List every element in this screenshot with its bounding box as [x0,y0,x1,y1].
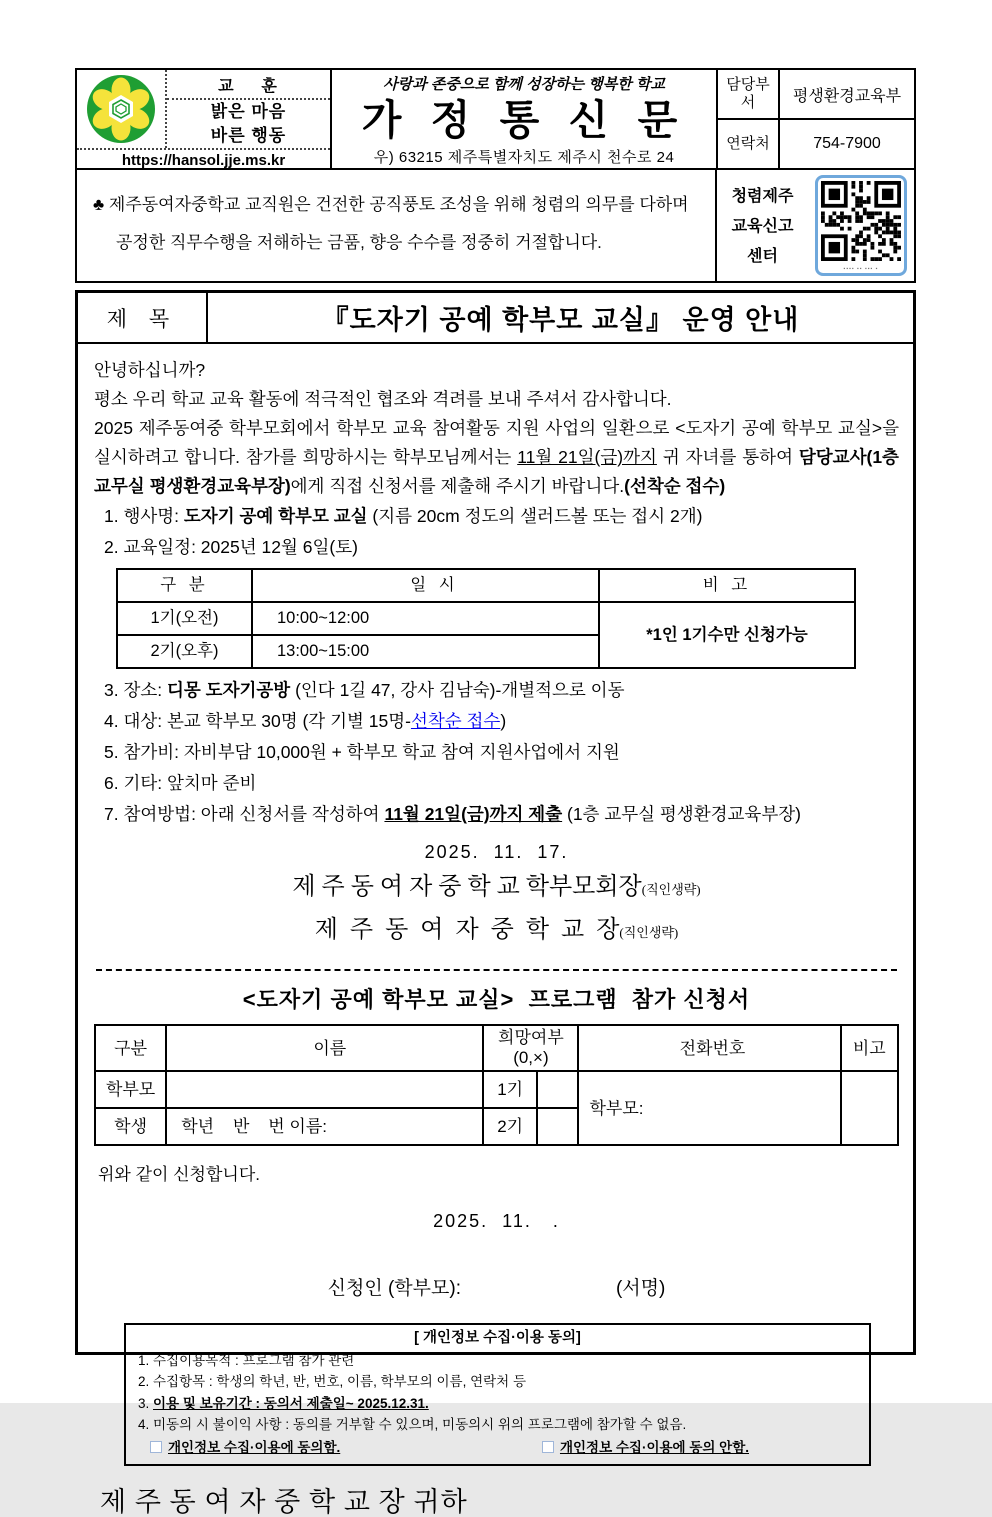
motto-label: 교 훈 [167,70,330,100]
application-form-title: <도자기 공예 학부모 교실> 프로그램 참가 신청서 [242,987,751,1012]
integrity-line-1: ♣ 제주동여자중학교 교직원은 건전한 공직풍토 조성을 위해 청렴의 의무를 다하며 [93,195,689,214]
form-period-2-field[interactable] [537,1108,579,1145]
consent-choices [138,1437,857,1459]
school-motto [165,70,330,148]
integrity-line-2: 공정한 직무수행을 저해하는 금품, 향응 수수를 정중히 거절합니다. [116,233,602,252]
schedule-note-cell: *1인 1기수만 신청가능 [599,602,855,668]
cutting-line [96,969,897,971]
schedule-row-1 [117,602,855,635]
disagree-label: 개인정보 수집·이용에 동의 안함. [559,1439,749,1455]
item-6: 6. 기타: 앞치마 준비 [104,773,257,793]
qr-code [815,175,907,276]
issue-date: 2025. 11. 17. [424,842,569,862]
dept-row [718,70,914,120]
privacy-item-2: 2. 수집항목 : 학생의 학년, 반, 번호, 이름, 학부모의 이름, 연락처 등 [138,1374,527,1389]
school-url: https://hansol.jje.ms.kr [77,148,330,172]
clover-icon: ♣ [93,195,105,214]
agree-checkbox[interactable] [150,1441,162,1453]
applicant-label: 신청인 (학부모): [327,1278,461,1299]
consent-agree-option [150,1437,340,1459]
motto-line-2: 바른 행동 [210,126,287,145]
form-period-2: 2기 [483,1108,537,1145]
subject-label: 제 목 [78,293,208,342]
document [75,68,916,1517]
apply-statement: 위와 같이 신청합니다. [98,1165,260,1184]
newsletter-title: 가 정 통 신 문 [361,97,687,143]
applicant-row [94,1274,899,1303]
privacy-consent-box [124,1323,871,1466]
schedule-cell: 2기(오후) [117,635,252,668]
school-address: 우) 63215 제주특별자치도 제주시 천수로 24 [373,149,675,166]
body-area [78,344,913,1517]
greeting-2: 평소 우리 학교 교육 활동에 적극적인 협조와 격려를 보내 주셔서 감사합니다. [94,389,672,409]
agree-label: 개인정보 수집·이용에 동의함. [168,1439,341,1455]
item-4: 4. 대상: 본교 학부모 30명 (각 기별 15명-선착순 접수) [104,711,507,731]
item-7: 7. 참여방법: 아래 신청서를 작성하여 11월 21일(금)까지 제출 (1층 교무실 평생환경교육부장) [104,804,801,824]
form-parent-label: 학부모 [95,1071,166,1108]
form-col-phone: 전화번호 [578,1025,840,1071]
item-1: 1. 행사명: 도자기 공예 학부모 교실 (지름 20cm 정도의 샐러드볼 또는 접시 2개) [104,506,703,526]
schedule-cell: 13:00~15:00 [252,635,599,668]
item-2: 2. 교육일정: 2025년 12월 6일(토) [104,537,358,557]
privacy-item-4: 4. 미동의 시 불이익 사항 : 동의를 거부할 수 있으며, 미동의시 위의 프로그램에 참가할 수 없음. [138,1417,687,1432]
signature-principal: 제 주 동 여 자 중 학 교 장(직인생략) [314,917,679,943]
intro-paragraph: 2025 제주동여중 학부모회에서 학부모 교육 참여활동 지원 사업의 일환으로 <도자기 공예 학부모 교실>을 실시하려고 합니다. 참가를 희망하시는 학부모님께서는 11월 21일(금)까지 귀 자녀를 통하여 담당교사(1층 교무실 평생환경교육부장)에게 직접 신청서를 제출해 주시기 바랍니다.(선착순 접수) [94,418,899,496]
schedule-table [116,568,856,669]
school-slogan: 사랑과 존중으로 함께 성장하는 행복한 학교 [383,76,665,93]
dept-label: 담당부서 [718,70,780,118]
application-form-table [94,1024,899,1146]
form-parent-name-field[interactable] [166,1071,483,1108]
form-note-field[interactable] [841,1071,898,1145]
schedule-cell: 10:00~12:00 [252,602,599,635]
header [75,68,916,170]
schedule-col-note: 비 고 [599,569,855,602]
form-col-gubun: 구분 [95,1025,166,1071]
privacy-item-3: 3. 이용 및 보유기간 : 동의서 제출일~ 2025.12.31. [138,1395,429,1411]
privacy-title: [ 개인정보 수집·이용 동의] [414,1330,581,1346]
contact-value: 754-7900 [813,135,881,152]
form-col-name: 이름 [166,1025,483,1071]
motto-line-1: 밝은 마음 [210,102,287,121]
report-center-line1: 청렴제주 [731,188,794,205]
integrity-text [77,170,715,281]
addressee-line: 제 주 동 여 자 중 학 교 장 귀하 [100,1487,468,1517]
sign-label: (서명) [615,1278,666,1299]
item-list [104,501,899,830]
dept-value: 평생환경교육부 [792,87,902,105]
schedule-header-row [117,569,855,602]
header-center [332,70,716,168]
form-period-1-field[interactable] [537,1071,579,1108]
header-left [77,70,332,168]
consent-disagree-option [542,1437,749,1459]
schedule-col-time: 일 시 [252,569,599,602]
subject-title: 『도자기 공예 학부모 교실』 운영 안내 [321,305,800,335]
form-col-wish: 희망여부 (0,×) [483,1025,578,1071]
disagree-checkbox[interactable] [542,1441,554,1453]
privacy-item-1: 1. 수집이용목적 : 프로그램 참가 관련 [138,1352,355,1368]
greeting-1: 안녕하십니까? [94,360,206,380]
form-col-note: 비고 [841,1025,898,1071]
school-logo-icon [85,73,157,145]
apply-date: 2025. 11. . [433,1211,560,1231]
contact-label: 연락처 [718,120,780,168]
qr-area [808,170,914,281]
form-row-parent [95,1071,898,1108]
qr-caption: ▪▪▪▪ ▪▪ ▪▪▪ ▪ [843,266,879,272]
form-phone-field[interactable]: 학부모: [578,1071,840,1145]
form-student-label: 학생 [95,1108,166,1145]
report-center-line3: 센터 [747,248,778,265]
header-right [716,70,914,168]
form-header-row [95,1025,898,1071]
subject-row [78,293,913,344]
header-left-top [77,70,330,148]
contact-row [718,120,914,168]
item-3: 3. 장소: 디몽 도자기공방 (인다 1길 47, 강사 김남숙)-개별적으로 이동 [104,680,625,700]
item-5: 5. 참가비: 자비부담 10,000원 + 학부모 학교 참여 지원사업에서 지원 [104,742,620,762]
main-box [75,290,916,1517]
form-student-name-field[interactable]: 학년 반 번 이름: [166,1108,483,1145]
integrity-notice [75,170,916,283]
signature-parent-assoc: 제 주 동 여 자 중 학 교 학부모회장(직인생략) [292,874,701,900]
school-logo [77,70,165,148]
form-period-1: 1기 [483,1071,537,1108]
schedule-col-gubun: 구 분 [117,569,252,602]
report-center-line2: 교육신고 [731,218,794,235]
report-center-label [715,170,808,281]
schedule-cell: 1기(오전) [117,602,252,635]
